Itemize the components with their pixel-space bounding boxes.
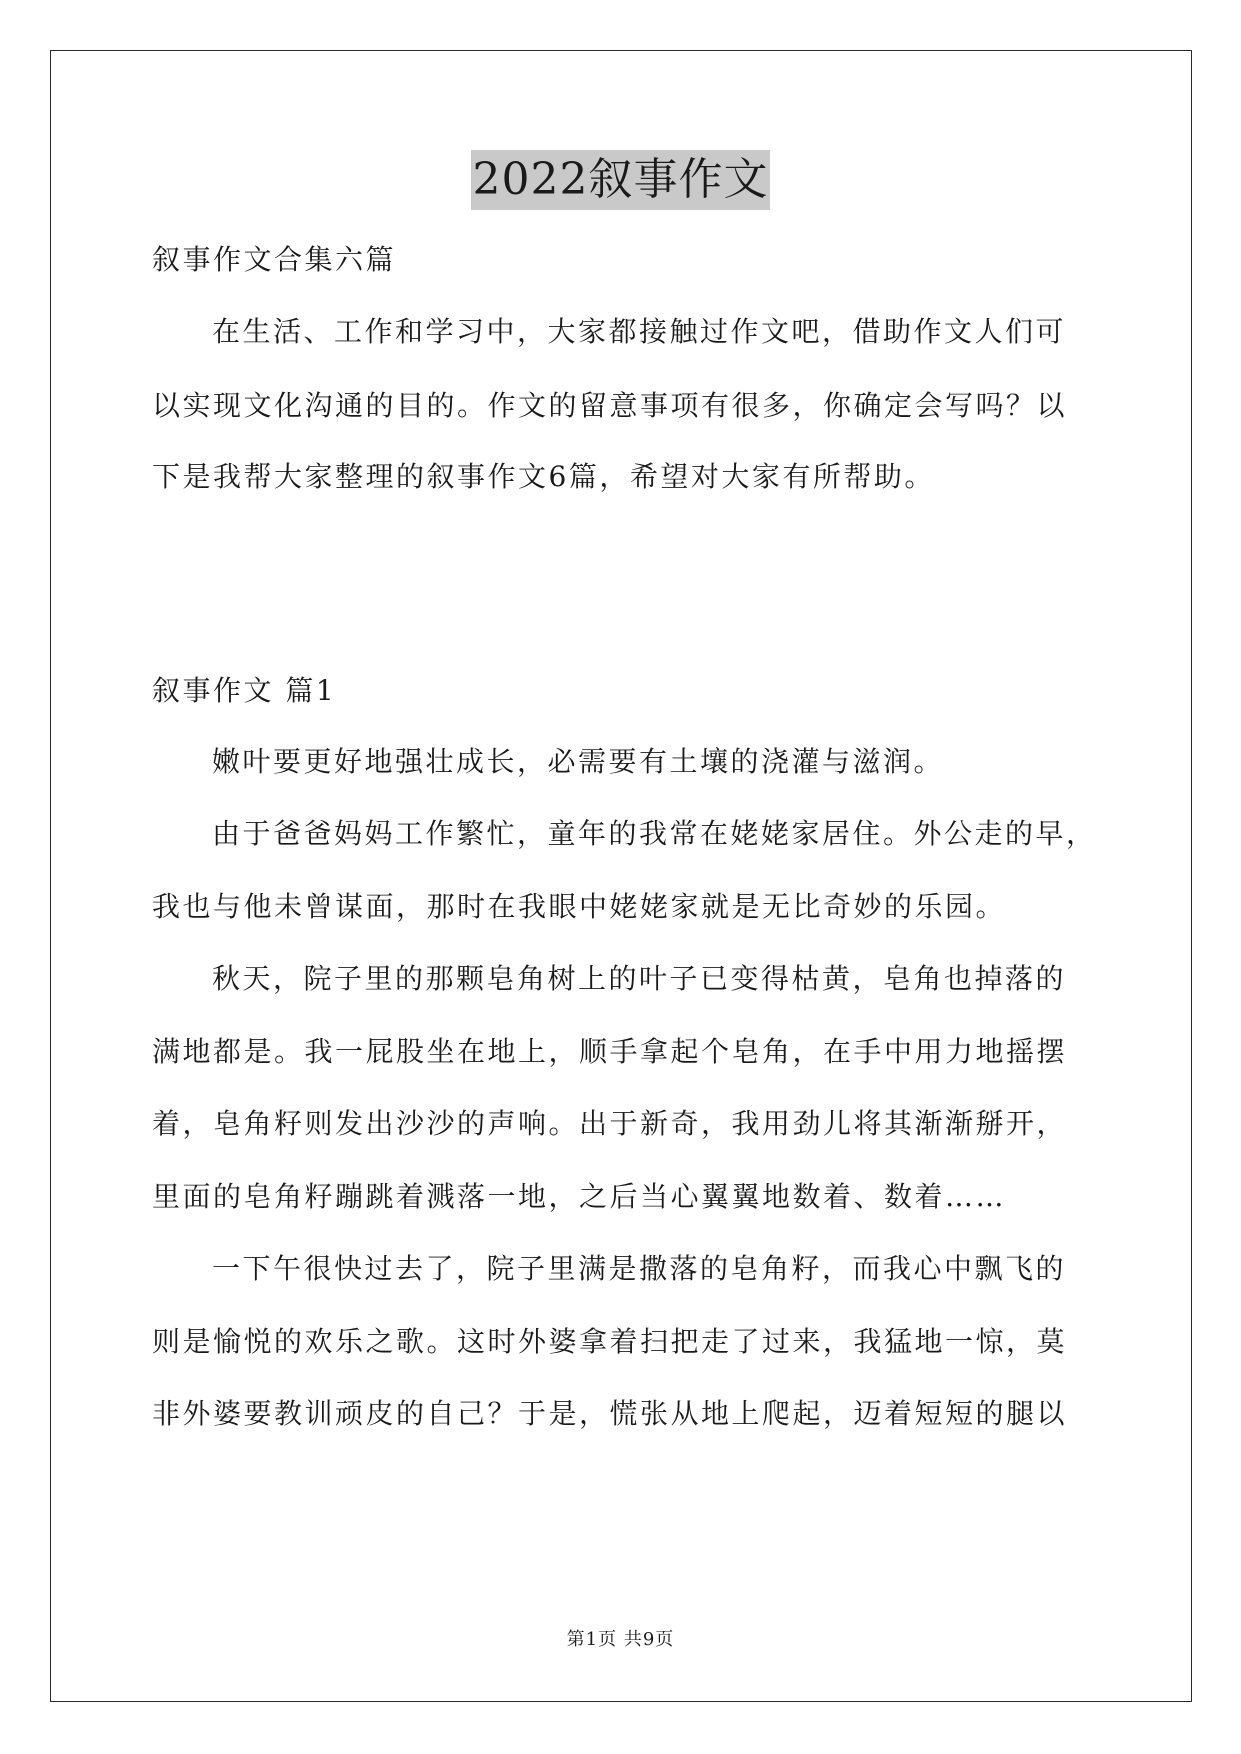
paragraph-4-line-1: 一下午很快过去了，院子里满是撒落的皂角籽，而我心中飘飞的: [212, 1252, 1067, 1285]
paragraph-3-line-3: 着，皂角籽则发出沙沙的声响。出于新奇，我用劲儿将其渐渐掰开，: [152, 1107, 1068, 1140]
document-subtitle: 叙事作文合集六篇: [152, 243, 397, 276]
paragraph-4-line-2: 则是愉悦的欢乐之歌。这时外婆拿着扫把走了过来，我猛地一惊，莫: [152, 1325, 1068, 1358]
paragraph-2-line-2: 我也与他未曾谋面，那时在我眼中姥姥家就是无比奇妙的乐园。: [152, 890, 1007, 923]
intro-line-1: 在生活、工作和学习中，大家都接触过作文吧，借助作文人们可: [212, 315, 1067, 348]
intro-line-3: 下是我帮大家整理的叙事作文6篇，希望对大家有所帮助。: [152, 460, 935, 493]
title-container: [0, 150, 1241, 210]
paragraph-4-line-3: 非外婆要教训顽皮的自己？于是，慌张从地上爬起，迈着短短的腿以: [152, 1397, 1068, 1430]
paragraph-3-line-1: 秋天，院子里的那颗皂角树上的叶子已变得枯黄，皂角也掉落的: [212, 962, 1067, 995]
paragraph-2-line-1: 由于爸爸妈妈工作繁忙，童年的我常在姥姥家居住。外公走的早，: [212, 817, 1097, 850]
intro-line-2: 以实现文化沟通的目的。作文的留意事项有很多，你确定会写吗？以: [152, 389, 1068, 422]
page-footer: 第1页 共9页: [566, 1629, 675, 1650]
section-heading: 叙事作文 篇1: [152, 674, 337, 707]
page-border: [50, 50, 1192, 1702]
paragraph-3-line-2: 满地都是。我一屁股坐在地上，顺手拿起个皂角，在手中用力地摇摆: [152, 1035, 1068, 1068]
paragraph-3-line-4: 里面的皂角籽蹦跳着溅落一地，之后当心翼翼地数着、数着……: [152, 1180, 1007, 1213]
paragraph-1-line-1: 嫩叶要更好地强壮成长，必需要有土壤的浇灌与滋润。: [212, 745, 945, 778]
document-title: 2022叙事作文: [471, 150, 771, 210]
